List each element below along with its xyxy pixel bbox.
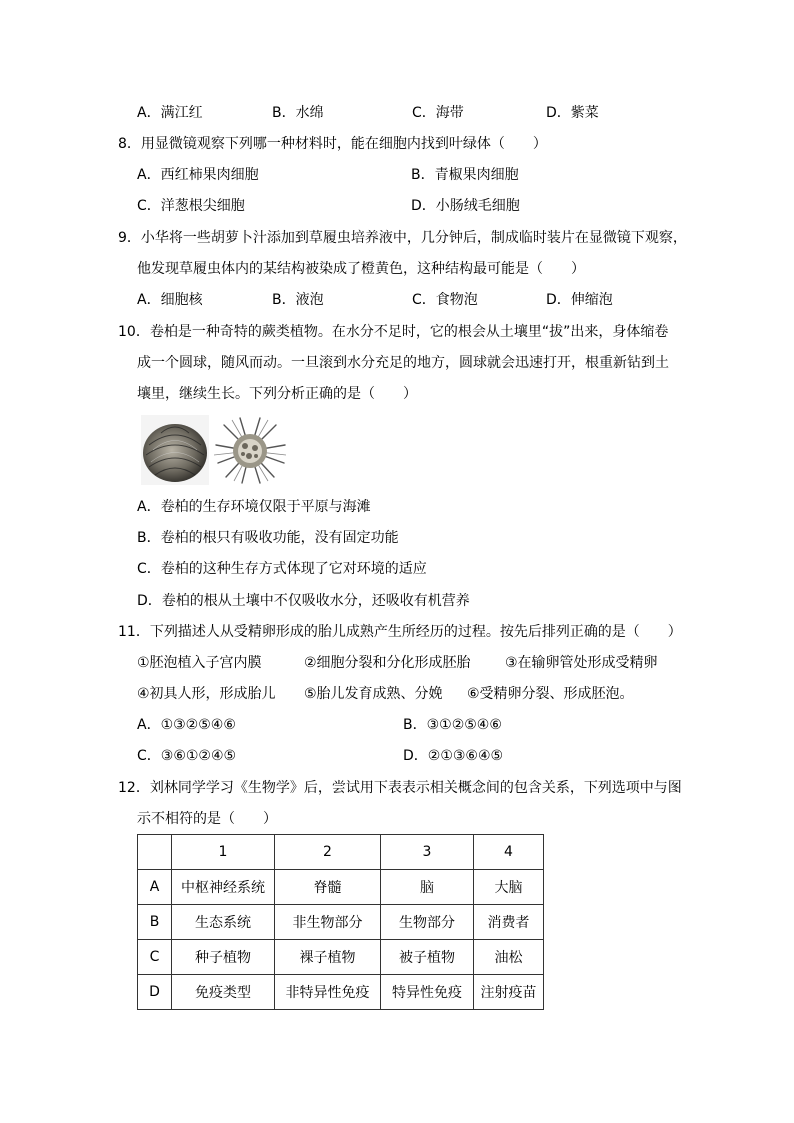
table-cell: C <box>138 940 172 975</box>
table-cell: 非生物部分 <box>275 905 381 940</box>
concept-table <box>137 834 544 1010</box>
q10-question-line1: 10．卷柏是一种奇特的蕨类植物。在水分不足时，它的根会从土壤里“拔”出来，身体缩卷 <box>118 324 669 340</box>
table-row <box>138 905 544 940</box>
table-row <box>138 940 544 975</box>
table-cell: 生态系统 <box>172 905 275 940</box>
table-cell: 大脑 <box>474 870 544 905</box>
q10-option-d: D．卷柏的根从土壤中不仅吸收水分，还吸收有机营养 <box>137 593 470 609</box>
q10-question-line2: 成一个圆球，随风而动。一旦滚到水分充足的地方，圆球就会迅速打开，根重新钻到土 <box>137 355 669 371</box>
q10-question-line3: 壤里，继续生长。下列分析正确的是（ ） <box>137 386 417 402</box>
q9-question-line1: 9．小华将一些胡萝卜汁添加到草履虫培养液中，几分钟后，制成临时装片在显微镜下观察， <box>118 230 687 246</box>
q11-step-1: ①胚泡植入子宫内膜 <box>137 655 262 671</box>
q8-option-b: B．青椒果肉细胞 <box>411 167 519 183</box>
q9-option-a: A．细胞核 <box>137 292 203 308</box>
table-cell: 特异性免疫 <box>381 975 474 1010</box>
q10-option-b: B．卷柏的根只有吸收功能，没有固定功能 <box>137 530 399 546</box>
q7-option-d: D．紫菜 <box>546 105 599 121</box>
table-cell: 脊髓 <box>275 870 381 905</box>
table-cell: 3 <box>381 835 474 870</box>
table-cell: 注射疫苗 <box>474 975 544 1010</box>
q8-option-d: D．小肠绒毛细胞 <box>411 198 520 214</box>
q7-option-b: B．水绵 <box>272 105 324 121</box>
q11-option-d: D．②①③⑥④⑤ <box>403 748 504 764</box>
table-cell: 裸子植物 <box>275 940 381 975</box>
table-cell: 消费者 <box>474 905 544 940</box>
table-cell: 2 <box>275 835 381 870</box>
table-row <box>138 870 544 905</box>
q8-question: 8．用显微镜观察下列哪一种材料时，能在细胞内找到叶绿体（ ） <box>118 136 547 152</box>
q12-question-line1: 12．刘林同学学习《生物学》后，尝试用下表表示相关概念间的包含关系，下列选项中与图 <box>118 780 682 796</box>
q10-option-a: A．卷柏的生存环境仅限于平原与海滩 <box>137 499 371 515</box>
table-header-row <box>138 835 544 870</box>
q7-option-c: C．海带 <box>412 105 464 121</box>
q7-option-a: A．满江红 <box>137 105 203 121</box>
q9-option-c: C．食物泡 <box>412 292 478 308</box>
q11-step-5: ⑤胎儿发育成熟、分娩 <box>304 686 443 702</box>
q9-option-d: D．伸缩泡 <box>546 292 613 308</box>
q9-option-b: B．液泡 <box>272 292 324 308</box>
table-cell: 被子植物 <box>381 940 474 975</box>
table-cell: D <box>138 975 172 1010</box>
q8-option-c: C．洋葱根尖细胞 <box>137 198 245 214</box>
table-cell: 中枢神经系统 <box>172 870 275 905</box>
q8-option-a: A．西红柿果肉细胞 <box>137 167 259 183</box>
table-cell: A <box>138 870 172 905</box>
q11-step-2: ②细胞分裂和分化形成胚胎 <box>304 655 471 671</box>
table-cell: 脑 <box>381 870 474 905</box>
q11-question: 11．下列描述人从受精卵形成的胎儿成熟产生所经历的过程。按先后排列正确的是（ ） <box>118 624 682 640</box>
table-cell: 免疫类型 <box>172 975 275 1010</box>
table-cell: 种子植物 <box>172 940 275 975</box>
table-cell: 4 <box>474 835 544 870</box>
opened-plant-photo <box>212 415 288 485</box>
q9-question-line2: 他发现草履虫体内的某结构被染成了橙黄色，这种结构最可能是（ ） <box>137 261 585 277</box>
table-cell <box>138 835 172 870</box>
table-cell: 油松 <box>474 940 544 975</box>
table-cell: B <box>138 905 172 940</box>
q11-option-c: C．③⑥①②④⑤ <box>137 748 237 764</box>
table-cell: 生物部分 <box>381 905 474 940</box>
q11-step-3: ③在输卵管处形成受精卵 <box>505 655 658 671</box>
q11-option-a: A．①③②⑤④⑥ <box>137 717 236 733</box>
q12-question-line2: 示不相符的是（ ） <box>137 811 277 827</box>
q10-option-c: C．卷柏的这种生存方式体现了它对环境的适应 <box>137 561 427 577</box>
table-cell: 1 <box>172 835 275 870</box>
q11-step-6: ⑥受精卵分裂、形成胚泡。 <box>467 686 634 702</box>
q11-step-4: ④初具人形，形成胎儿 <box>137 686 276 702</box>
table-cell: 非特异性免疫 <box>275 975 381 1010</box>
table-row <box>138 975 544 1010</box>
q11-option-b: B．③①②⑤④⑥ <box>403 717 502 733</box>
curled-plant-photo <box>141 415 209 485</box>
